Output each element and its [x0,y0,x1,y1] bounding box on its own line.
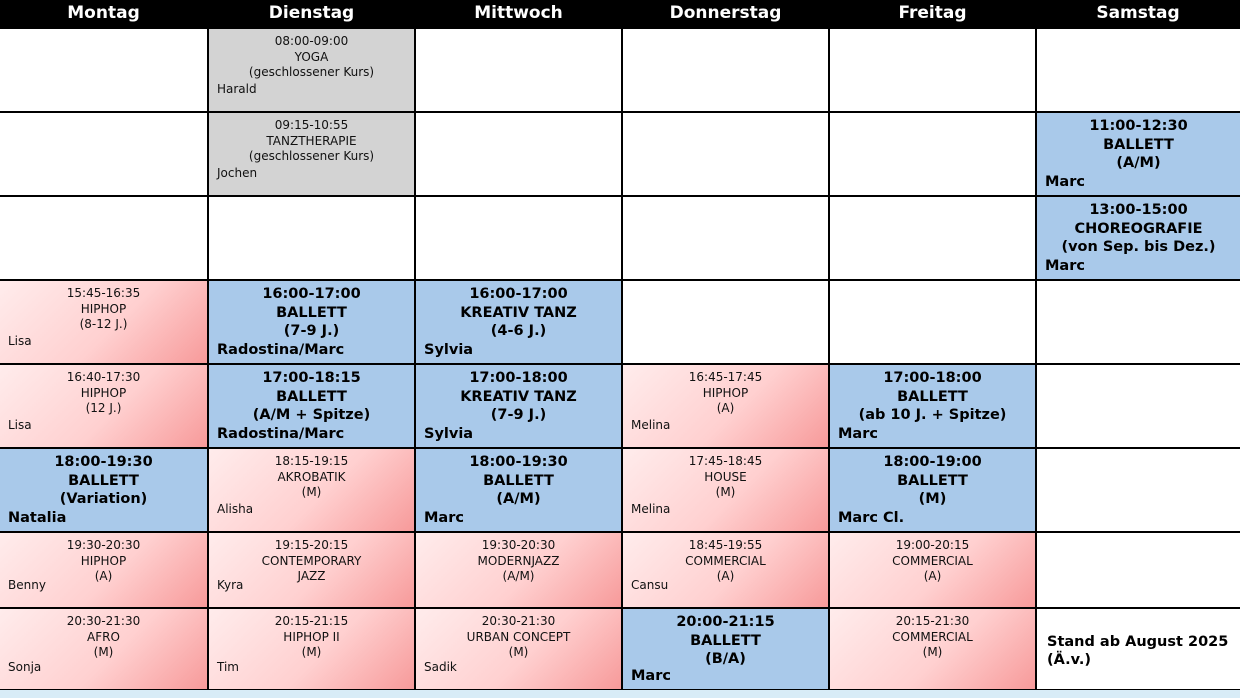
class-details [209,365,414,425]
class-details [1037,113,1240,173]
class-time: 19:15-20:15 [274,538,349,552]
class-title: BALLETT [897,472,968,489]
class-subtitle: (M) [508,645,529,659]
class-subtitle: (7-9 J.) [490,407,547,423]
class-title: BALLETT [483,472,554,489]
class-card [209,609,414,689]
class-details [209,281,414,341]
class-subtitle: JAZZ [297,569,326,583]
class-teacher: Sylvia [424,426,474,442]
empty-slot [623,113,828,195]
class-time: 19:30-20:30 [481,538,556,552]
class-subtitle: (A) [716,401,735,415]
class-slot [0,449,207,531]
class-card [209,29,414,111]
class-time: 16:45-17:45 [688,370,763,384]
class-card [416,449,621,531]
class-details [623,533,828,585]
day-header-donnerstag: Donnerstag [623,0,828,27]
class-time: 20:15-21:30 [895,614,970,628]
class-details [830,609,1035,661]
class-teacher: Sonja [8,660,42,674]
class-teacher: Lisa [8,334,32,348]
class-details [0,281,207,333]
class-title: BALLETT [690,632,761,649]
class-title: BALLETT [897,388,968,405]
class-teacher: Natalia [8,510,67,526]
class-subtitle: (M) [93,645,114,659]
class-time: 19:00-20:15 [895,538,970,552]
class-details [209,29,414,81]
empty-slot [209,197,414,279]
class-details [830,449,1035,509]
class-title: HIPHOP [80,553,127,568]
status-note [1047,633,1228,669]
class-card [0,449,207,531]
class-slot [623,609,828,689]
class-title: COMMERCIAL [892,629,973,644]
class-details [830,365,1035,425]
class-subtitle: (A) [923,569,942,583]
class-subtitle: (A/M) [1116,155,1161,171]
class-subtitle: (M) [301,485,322,499]
class-card [830,365,1035,447]
class-teacher: Kyra [217,578,244,592]
class-time: 08:00-09:00 [274,34,349,48]
class-time: 18:45-19:55 [688,538,763,552]
empty-slot [0,29,207,111]
class-title: HIPHOP [80,385,127,400]
class-card [830,609,1035,689]
class-time: 20:30-21:30 [66,614,141,628]
class-teacher: Melina [631,418,671,432]
class-details [209,113,414,165]
class-slot [416,609,621,689]
day-header-dienstag: Dienstag [209,0,414,27]
class-title: AFRO [87,629,120,644]
class-title: HIPHOP [80,301,127,316]
empty-slot [0,113,207,195]
day-header-samstag: Samstag [1037,0,1239,27]
class-time: 18:00-19:30 [54,454,153,470]
class-title: URBAN CONCEPT [466,629,571,644]
class-time: 16:00-17:00 [262,286,361,302]
class-slot [623,533,828,607]
class-card [209,365,414,447]
class-time: 17:00-18:00 [883,370,982,386]
class-time: 15:45-16:35 [66,286,141,300]
class-details [623,365,828,417]
class-details [209,609,414,661]
class-teacher: Jochen [217,166,258,180]
empty-slot [830,197,1035,279]
class-slot [0,281,207,363]
class-title: YOGA [294,49,329,64]
class-time: 20:00-21:15 [676,614,775,630]
class-subtitle: (A/M) [496,491,541,507]
class-slot [1037,113,1240,195]
class-details [416,533,621,585]
class-card [0,609,207,689]
class-title: CONTEMPORARY [261,553,362,568]
class-subtitle: (A) [94,569,113,583]
empty-slot [416,197,621,279]
class-card [209,533,414,607]
class-details [209,533,414,585]
class-title: BALLETT [1103,136,1174,153]
class-title: KREATIV TANZ [460,304,577,321]
class-subtitle: (ab 10 J. + Spitze) [858,407,1007,423]
class-subtitle: (8-12 J.) [79,317,128,331]
class-subtitle: (B/A) [705,651,746,667]
class-time: 16:00-17:00 [469,286,568,302]
class-subtitle: (12 J.) [85,401,122,415]
class-teacher: Marc [1045,174,1085,190]
class-time: 17:00-18:00 [469,370,568,386]
empty-slot [623,29,828,111]
class-title: COMMERCIAL [685,553,766,568]
class-time: 18:00-19:30 [469,454,568,470]
class-subtitle: (M) [922,645,943,659]
class-title: BALLETT [68,472,139,489]
class-slot [209,365,414,447]
class-card [209,281,414,363]
empty-slot [1037,533,1240,607]
class-teacher: Harald [217,82,257,96]
class-details [0,533,207,585]
class-slot [1037,197,1240,279]
class-title: HIPHOP II [283,629,340,644]
class-subtitle: (4-6 J.) [490,323,547,339]
class-time: 17:00-18:15 [262,370,361,386]
class-title: CHOREOGRAFIE [1074,220,1203,237]
class-teacher: Tim [217,660,239,674]
class-slot [416,533,621,607]
class-teacher: Sylvia [424,342,474,358]
class-time: 20:15-21:15 [274,614,349,628]
class-slot [416,449,621,531]
class-card [623,365,828,447]
class-time: 18:00-19:00 [883,454,982,470]
class-details [623,609,828,669]
class-slot [209,29,414,111]
empty-slot [1037,365,1240,447]
empty-slot [830,29,1035,111]
class-time: 09:15-10:55 [274,118,349,132]
class-slot [209,281,414,363]
class-slot [209,449,414,531]
class-slot [209,609,414,689]
class-slot [209,113,414,195]
class-subtitle: (von Sep. bis Dez.) [1061,239,1216,255]
class-title: BALLETT [276,304,347,321]
class-teacher: Marc [1045,258,1085,274]
class-card [209,449,414,531]
class-card [623,449,828,531]
class-slot [209,533,414,607]
class-time: 17:45-18:45 [688,454,763,468]
class-title: HIPHOP [702,385,749,400]
class-details [1037,197,1240,257]
class-card [830,449,1035,531]
class-time: 11:00-12:30 [1089,118,1188,134]
empty-slot [623,281,828,363]
class-teacher: Benny [8,578,46,592]
class-card [623,609,828,689]
class-details [830,533,1035,585]
class-slot [416,365,621,447]
class-subtitle: (Variation) [59,491,148,507]
empty-slot [1037,281,1240,363]
class-card [623,533,828,607]
bottom-stripe [0,690,1240,698]
class-subtitle: (M) [715,485,736,499]
day-header-montag: Montag [0,0,207,27]
empty-slot [1037,29,1240,111]
class-card [1037,197,1240,279]
class-teacher: Marc [631,668,671,684]
class-title: MODERNJAZZ [477,553,560,568]
class-subtitle: (A/M) [502,569,535,583]
class-details [416,281,621,341]
class-title: KREATIV TANZ [460,388,577,405]
empty-slot [0,197,207,279]
day-header-mittwoch: Mittwoch [416,0,621,27]
status-note-line: Stand ab August 2025 [1047,634,1229,650]
class-subtitle: (7-9 J.) [283,323,340,339]
class-teacher: Marc [838,426,878,442]
class-details [416,365,621,425]
class-details [0,609,207,661]
class-subtitle: (geschlossener Kurs) [248,149,375,163]
class-details [416,449,621,509]
class-subtitle: (A) [716,569,735,583]
class-details [0,365,207,417]
class-slot [623,449,828,531]
class-slot [1037,609,1240,689]
day-header-freitag: Freitag [830,0,1035,27]
class-title: COMMERCIAL [892,553,973,568]
class-card [1037,113,1240,195]
class-card [0,281,207,363]
class-slot [0,533,207,607]
empty-slot [623,197,828,279]
class-details [209,449,414,501]
class-card [416,281,621,363]
class-details [623,449,828,501]
class-slot [830,449,1035,531]
class-time: 18:15-19:15 [274,454,349,468]
class-title: TANZTHERAPIE [266,133,357,148]
empty-slot [830,113,1035,195]
class-teacher: Sadik [424,660,457,674]
class-teacher: Radostina/Marc [217,342,345,358]
class-card [416,609,621,689]
class-subtitle: (A/M + Spitze) [252,407,371,423]
class-title: BALLETT [276,388,347,405]
class-title: AKROBATIK [277,469,346,484]
empty-slot [416,113,621,195]
class-time: 19:30-20:30 [66,538,141,552]
class-slot [0,365,207,447]
class-slot [830,365,1035,447]
class-card [416,365,621,447]
class-teacher: Cansu [631,578,669,592]
class-time: 13:00-15:00 [1089,202,1188,218]
class-details [416,609,621,661]
class-card [416,533,621,607]
class-card [209,113,414,195]
class-teacher: Lisa [8,418,32,432]
empty-slot [830,281,1035,363]
status-note-line: (Ä.v.) [1047,652,1092,668]
class-teacher: Radostina/Marc [217,426,345,442]
class-teacher: Marc Cl. [838,510,905,526]
class-card [0,533,207,607]
class-title: HOUSE [704,469,747,484]
class-teacher: Marc [424,510,464,526]
class-details [0,449,207,509]
class-slot [830,609,1035,689]
class-time: 16:40-17:30 [66,370,141,384]
class-slot [0,609,207,689]
class-subtitle: (M) [918,491,947,507]
class-slot [623,365,828,447]
class-subtitle: (geschlossener Kurs) [248,65,375,79]
class-teacher: Alisha [217,502,254,516]
class-card [0,365,207,447]
empty-slot [1037,449,1240,531]
class-subtitle: (M) [301,645,322,659]
class-card [830,533,1035,607]
empty-slot [416,29,621,111]
class-slot [416,281,621,363]
class-slot [830,533,1035,607]
class-time: 20:30-21:30 [481,614,556,628]
class-teacher: Melina [631,502,671,516]
